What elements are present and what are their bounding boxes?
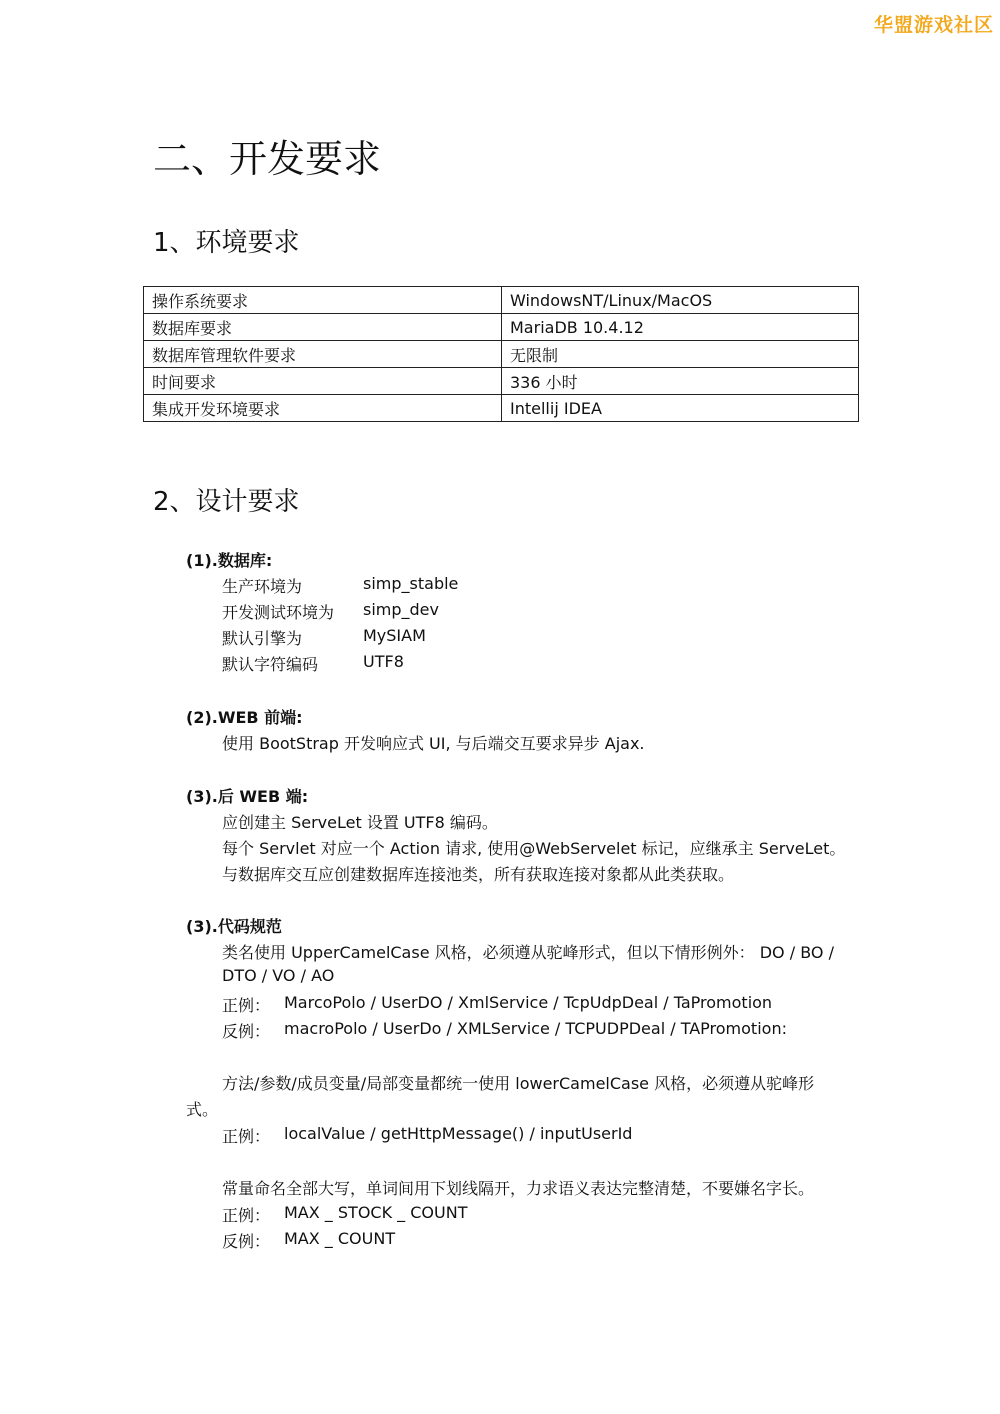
backend-section-title: (3).后 WEB 端: xyxy=(186,787,309,806)
backend-line: 与数据库交互应创建数据库连接池类，所有获取连接对象都从此类获取。 xyxy=(222,865,735,884)
web-section-title: (2).WEB 前端: xyxy=(186,708,303,727)
env-table xyxy=(143,286,859,422)
good-example: MarcoPolo / UserDO / XmlService / TcpUdpDeal / TaPromotion xyxy=(284,993,773,1012)
table-row xyxy=(144,341,859,368)
good-example: MAX _ STOCK _ COUNT xyxy=(284,1203,468,1222)
watermark: 华盟游戏社区 xyxy=(873,14,994,36)
table-cell-value: 无限制 xyxy=(502,341,859,368)
bad-example-label: 反例： xyxy=(222,1232,271,1251)
db-value: MySIAM xyxy=(363,626,426,645)
table-row xyxy=(144,287,859,314)
page-title: 二、开发要求 xyxy=(153,137,382,181)
table-cell-value: MariaDB 10.4.12 xyxy=(502,314,859,341)
method-rule-line: 方法/参数/成员变量/局部变量都统一使用 lowerCamelCase 风格，必须遵从驼峰形 xyxy=(222,1074,815,1093)
env-heading: 1、环境要求 xyxy=(153,228,300,258)
db-value: simp_dev xyxy=(363,600,439,619)
web-text: 使用 BootStrap 开发响应式 UI, 与后端交互要求异步 Ajax. xyxy=(222,734,645,753)
good-example-label: 正例： xyxy=(222,996,271,1015)
class-rule-line: DTO / VO / AO xyxy=(222,966,335,985)
db-key: 默认引擎为 xyxy=(222,629,303,648)
backend-line: 每个 Servlet 对应一个 Action 请求, 使用@WebServelet 标记，应继承主 ServeLet。 xyxy=(222,839,846,858)
table-row xyxy=(144,368,859,395)
bad-example: macroPolo / UserDo / XMLService / TCPUDPDeal / TAPromotion: xyxy=(284,1019,787,1038)
db-key: 开发测试环境为 xyxy=(222,603,335,622)
design-heading: 2、设计要求 xyxy=(153,487,300,517)
const-rule-line: 常量命名全部大写，单词间用下划线隔开，力求语义表达完整清楚，不要嫌名字长。 xyxy=(222,1179,815,1198)
table-cell-label: 数据库要求 xyxy=(144,314,502,341)
table-cell-value: Intellij IDEA xyxy=(502,395,859,422)
db-value: simp_stable xyxy=(363,574,459,593)
db-key: 生产环境为 xyxy=(222,577,303,596)
table-cell-label: 数据库管理软件要求 xyxy=(144,341,502,368)
good-example-label: 正例： xyxy=(222,1127,271,1146)
table-cell-value: WindowsNT/Linux/MacOS xyxy=(502,287,859,314)
method-rule-line: 式。 xyxy=(186,1100,219,1119)
class-rule-line: 类名使用 UpperCamelCase 风格，必须遵从驼峰形式，但以下情形例外： DO / BO / xyxy=(222,943,834,962)
db-key: 默认字符编码 xyxy=(222,655,319,674)
bad-example-label: 反例： xyxy=(222,1022,271,1041)
good-example: localValue / getHttpMessage() / inputUserId xyxy=(284,1124,633,1143)
db-value: UTF8 xyxy=(363,652,404,671)
table-cell-label: 集成开发环境要求 xyxy=(144,395,502,422)
table-cell-value: 336 小时 xyxy=(502,368,859,395)
db-section-title: (1).数据库: xyxy=(186,551,273,570)
table-row xyxy=(144,395,859,422)
bad-example: MAX _ COUNT xyxy=(284,1229,396,1248)
table-row xyxy=(144,314,859,341)
backend-line: 应创建主 ServeLet 设置 UTF8 编码。 xyxy=(222,813,498,832)
good-example-label: 正例： xyxy=(222,1206,271,1225)
code-section-title: (3).代码规范 xyxy=(186,917,282,936)
table-cell-label: 操作系统要求 xyxy=(144,287,502,314)
table-cell-label: 时间要求 xyxy=(144,368,502,395)
